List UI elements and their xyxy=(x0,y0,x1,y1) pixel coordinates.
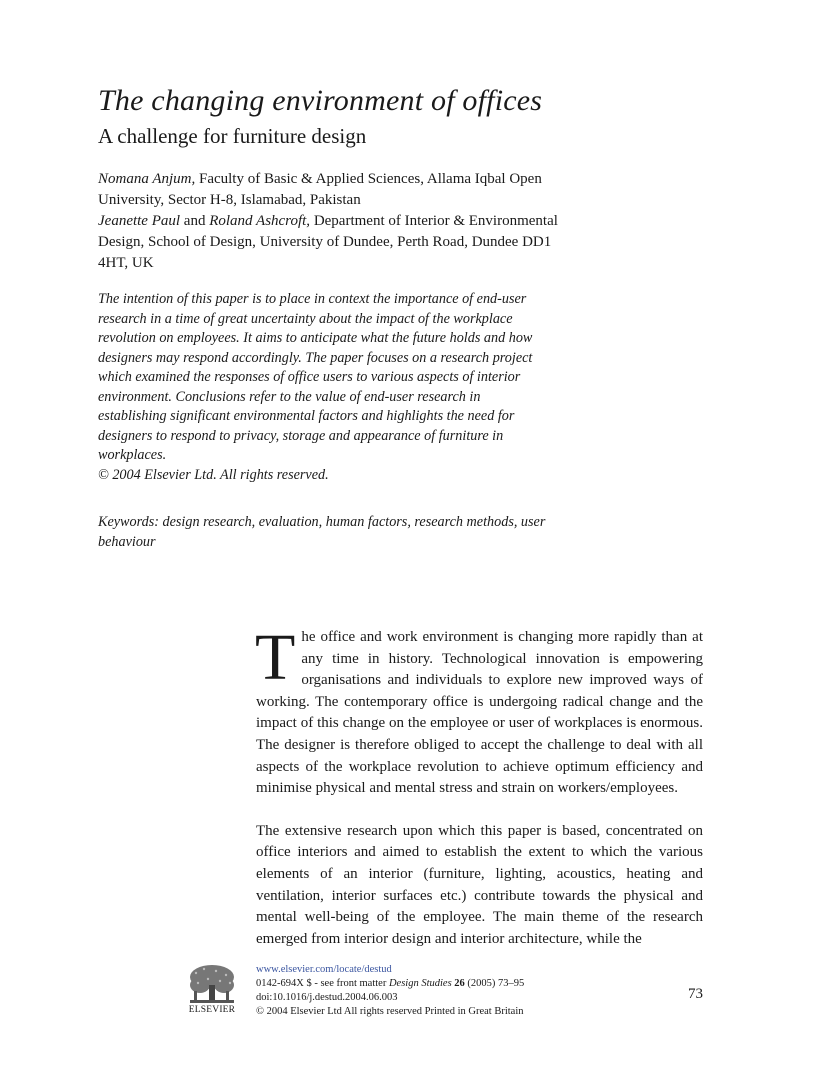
author-affiliation-2 xyxy=(98,211,558,274)
issn-prefix: 0142-694X $ - see front matter xyxy=(256,978,389,989)
issue-info: (2005) 73–95 xyxy=(464,978,525,989)
abstract xyxy=(98,290,548,485)
page-number: 73 xyxy=(688,986,703,1002)
article-subtitle: A challenge for furniture design xyxy=(98,124,367,148)
journal-name: Design Studies xyxy=(388,978,452,989)
keywords: Keywords: design research, evaluation, human factors, research methods, user behaviour xyxy=(98,514,546,550)
body-paragraph-1 xyxy=(255,621,703,800)
drop-cap: T xyxy=(255,621,296,694)
elsevier-logo-label: ELSEVIER xyxy=(188,1005,236,1015)
journal-footer xyxy=(256,963,596,1019)
affiliation-text-1: Faculty of Basic & Applied Sciences, Allama Iqbal Open University, Sector H-8, Islamabad, Pakistan xyxy=(98,171,542,208)
abstract-text: The intention of this paper is to place in context the importance of end-user research in a time of great uncertainty about the impact of the workplace revolution on employees. It aims to anticipate what the future holds and how designers may respond accordingly. The paper focuses on a research project which examined the responses of office users to various aspects of interior environment. Conclusions refer to the value of end-user research in establishing significant environmental factors and highlights the need for designers to respond to privacy, storage and appearance of furniture in workplaces. xyxy=(98,291,533,463)
journal-citation xyxy=(256,977,596,991)
author-name-paul: Jeanette Paul xyxy=(98,213,181,229)
body-paragraph-2: The extensive research upon which this paper is based, concentrated on office interiors and aimed to establish the extent to which the various elements of an interior (furniture, lighting, acoustics, heating and ventilation, interior surfaces etc.) contribute towards the physical and mental well-being of the employee. The main theme of the research emerged from interior design and interior architecture, while the xyxy=(256,822,703,947)
affiliation-text-2: Department of Interior & Environmental Design, School of Design, University of Dundee, Perth Road, Dundee DD1 4HT, UK xyxy=(98,213,558,271)
rights-statement: © 2004 Elsevier Ltd All rights reserved Printed in Great Britain xyxy=(256,1006,524,1017)
author-name-ashcroft: Roland Ashcroft, xyxy=(209,213,311,229)
journal-volume: 26 xyxy=(454,978,465,989)
article-title: The changing environment of offices xyxy=(98,84,543,117)
author-name-anjum: Nomana Anjum, xyxy=(98,171,196,187)
article-body xyxy=(255,621,703,950)
author-affiliation-1 xyxy=(98,169,558,211)
doi: doi:10.1016/j.destud.2004.06.003 xyxy=(256,992,398,1003)
author-conjunction: and xyxy=(180,213,210,229)
abstract-copyright: © 2004 Elsevier Ltd. All rights reserved. xyxy=(98,466,329,483)
authors-block xyxy=(98,169,558,274)
journal-url-link[interactable]: www.elsevier.com/locate/destud xyxy=(256,964,392,975)
body-paragraph-1-text: he office and work environment is changing more rapidly than at any time in history. Technological innovation is empowering organisations and individuals to explore new improved ways of working. The contemporary office is undergoing radical change and the impact of this change on the employee or user of workplaces is enormous. The designer is therefore obliged to accept the challenge to deal with all aspects of the workplace revolution to achieve optimum efficiency and minimise physical and mental stress and strain on workers/employees. xyxy=(256,629,703,797)
